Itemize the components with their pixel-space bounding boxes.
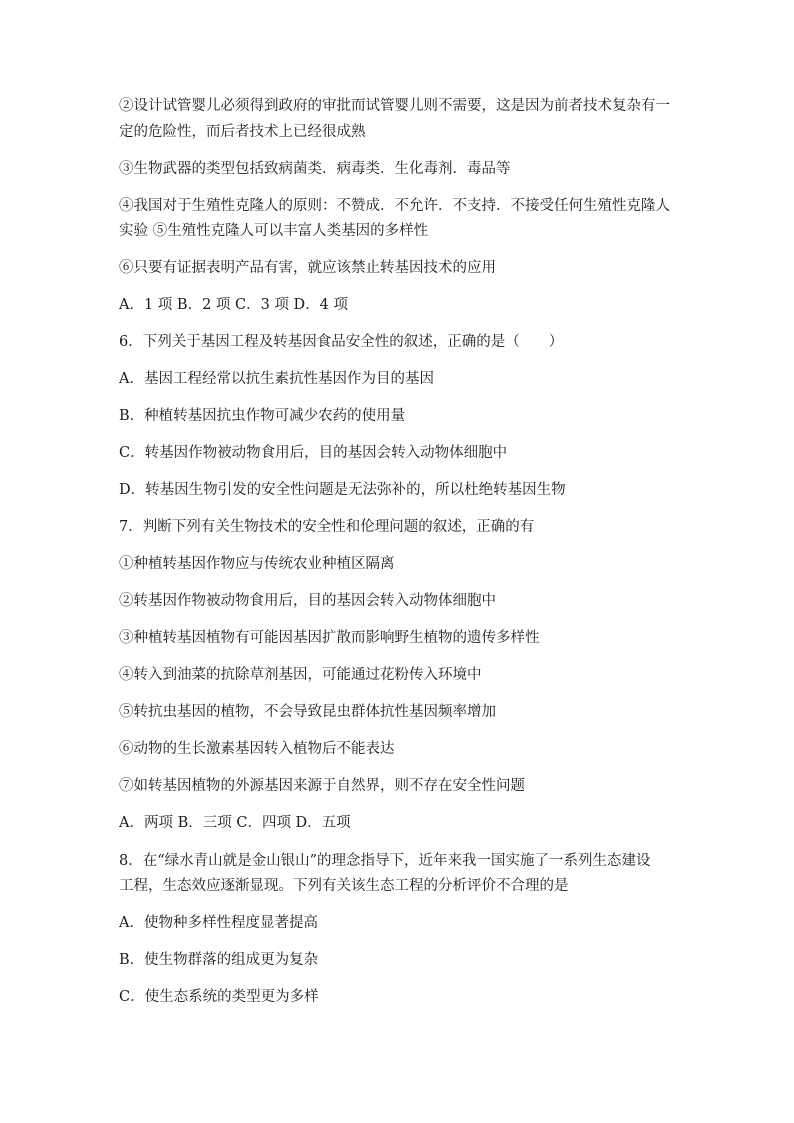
statement-item: ④转入到油菜的抗除草剂基因，可能通过花粉传入环境中: [119, 667, 482, 683]
option-d: D．转基因生物引发的安全性问题是无法弥补的，所以杜绝转基因生物: [119, 482, 566, 498]
text-line: ③生物武器的类型包括致病菌类．病毒类．生化毒剂．毒品等: [119, 161, 511, 177]
statement-item: ⑥动物的生长激素基因转入植物后不能表达: [119, 741, 395, 757]
text-line: ④我国对于生殖性克隆人的原则：不赞成．不允许．不支持．不接受任何生殖性克隆人: [119, 198, 670, 214]
option-b: B．使生物群落的组成更为复杂: [119, 952, 319, 968]
text-line: ②设计试管婴儿必须得到政府的审批而试管婴儿则不需要，这是因为前者技术复杂有一: [119, 98, 670, 114]
question-6: 6．下列关于基因工程及转基因食品安全性的叙述，正确的是（ ）: [119, 334, 564, 350]
statement-item: ⑦如转基因植物的外源基因来源于自然界，则不存在安全性问题: [119, 778, 525, 794]
option-c: C．转基因作物被动物食用后，目的基因会转入动物体细胞中: [119, 445, 508, 461]
answer-options: A．1 项 B．2 项 C．3 项 D．4 项: [119, 297, 349, 313]
statement-item: ⑤转抗虫基因的植物，不会导致昆虫群体抗性基因频率增加: [119, 704, 496, 720]
answer-options: A．两项 B．三项 C．四项 D．五项: [119, 815, 351, 831]
statement-item: ③种植转基因植物有可能因基因扩散而影响野生植物的遗传多样性: [119, 630, 540, 646]
question-8: 8．在“绿水青山就是金山银山”的理念指导下，近年来我一国实施了一系列生态建设: [119, 853, 651, 869]
text-line: 实验 ⑤生殖性克隆人可以丰富人类基因的多样性: [119, 223, 429, 239]
option-b: B．种植转基因抗虫作物可减少农药的使用量: [119, 408, 406, 424]
text-line: ⑥只要有证据表明产品有害，就应该禁止转基因技术的应用: [119, 260, 496, 276]
option-a: A．基因工程经常以抗生素抗性基因作为目的基因: [119, 371, 434, 387]
question-7: 7．判断下列有关生物技术的安全性和伦理问题的叙述，正确的有: [119, 519, 535, 535]
statement-item: ①种植转基因作物应与传统农业种植区隔离: [119, 556, 395, 572]
text-line: 定的危险性，而后者技术上已经很成熟: [119, 124, 366, 140]
statement-item: ②转基因作物被动物食用后，目的基因会转入动物体细胞中: [119, 593, 496, 609]
option-c: C．使生态系统的类型更为多样: [119, 989, 319, 1005]
question-8-continued: 工程，生态效应逐渐显现。下列有关该生态工程的分析评价不合理的是: [119, 878, 569, 894]
option-a: A．使物种多样性程度显著提高: [119, 915, 318, 931]
